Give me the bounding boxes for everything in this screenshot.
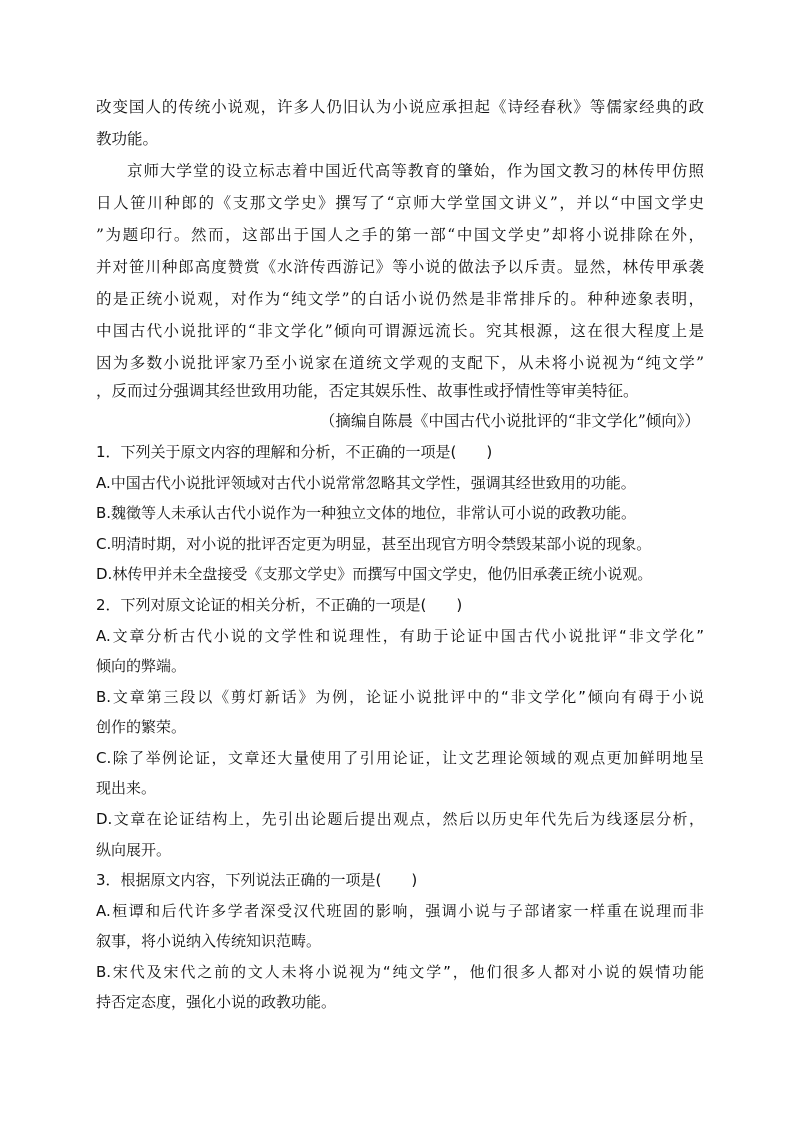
question-option-continuation: 倾向的弊端。 (96, 657, 187, 675)
passage-line: 教功能。 (96, 130, 159, 148)
question-option-continuation: 创作的繁荣。 (96, 718, 187, 736)
question-stem: 1．下列关于原文内容的理解和分析，不正确的一项是( ) (96, 443, 493, 461)
question-option-continuation: 叙事，将小说纳入传统知识范畴。 (96, 932, 322, 950)
passage-line: 改变国人的传统小说观，许多人仍旧认为小说应承担起《诗经春秋》等儒家经典的政 (96, 98, 704, 116)
question-option: B.文章第三段以《剪灯新话》为例，论证小说批评中的“非文学化”倾向有碍于小说 (96, 688, 704, 706)
passage-line: 并对笹川种郎高度赞赏《水浒传西游记》等小说的做法予以斥责。显然，林传甲承袭 (96, 258, 704, 276)
question-stem: 3．根据原文内容，下列说法正确的一项是( ) (96, 871, 418, 889)
question-option: A.中国古代小说批评领域对古代小说常常忽略其文学性，强调其经世致用的功能。 (96, 474, 636, 492)
passage-line: 日人笹川种郎的《支那文学史》撰写了“京师大学堂国文讲义”，并以“中国文学史 (96, 194, 704, 212)
passage-line: ”为题印行。然而，这部出于国人之手的第一部“中国文学史”却将小说排除在外， (96, 226, 704, 244)
question-option-continuation: 现出来。 (96, 779, 157, 797)
question-option-continuation: 纵向展开。 (96, 841, 172, 859)
passage-line: 中国古代小说批评的“非文学化”倾向可谓源远流长。究其根源，这在很大程度上是 (96, 322, 704, 340)
question-option: D.林传甲并未全盘接受《支那文学史》而撰写中国文学史，他仍旧承袭正统小说观。 (96, 565, 653, 583)
question-option: C.除了举例论证，文章还大量使用了引用论证，让文艺理论领域的观点更加鲜明地呈 (96, 749, 704, 767)
question-option: C.明清时期，对小说的批评否定更为明显，甚至出现官方明令禁毁某部小说的现象。 (96, 535, 652, 553)
question-stem: 2．下列对原文论证的相关分析，不正确的一项是( ) (96, 596, 463, 614)
question-option-continuation: 持否定态度，强化小说的政教功能。 (96, 993, 337, 1011)
question-option: A.桓谭和后代许多学者深受汉代班固的影响，强调小说与子部诸家一样重在说理而非 (96, 902, 704, 920)
question-option: B.魏徵等人未承认古代小说作为一种独立文体的地位，非常认可小说的政教功能。 (96, 504, 637, 522)
passage-line: 的是正统小说观，对作为“纯文学”的白话小说仍然是非常排斥的。种种迹象表明， (96, 290, 704, 308)
question-option: A.文章分析古代小说的文学性和说理性，有助于论证中国古代小说批评“非文学化” (96, 627, 704, 645)
passage-line: 因为多数小说批评家乃至小说家在道统文学观的支配下，从未将小说视为“纯文学” (96, 354, 704, 372)
passage-line: 京师大学堂的设立标志着中国近代高等教育的肇始，作为国文教习的林传甲仿照 (127, 162, 704, 180)
source-citation: （摘编自陈晨《中国古代小说批评的“非文学化”倾向》） (319, 412, 700, 430)
passage-line: ，反而过分强调其经世致用功能，否定其娱乐性、故事性或抒情性等审美特征。 (96, 382, 639, 400)
question-option: D.文章在论证结构上，先引出论题后提出观点，然后以历史年代先后为线逐层分析， (96, 810, 704, 828)
question-option: B.宋代及宋代之前的文人未将小说视为“纯文学”，他们很多人都对小说的娱情功能 (96, 963, 704, 981)
